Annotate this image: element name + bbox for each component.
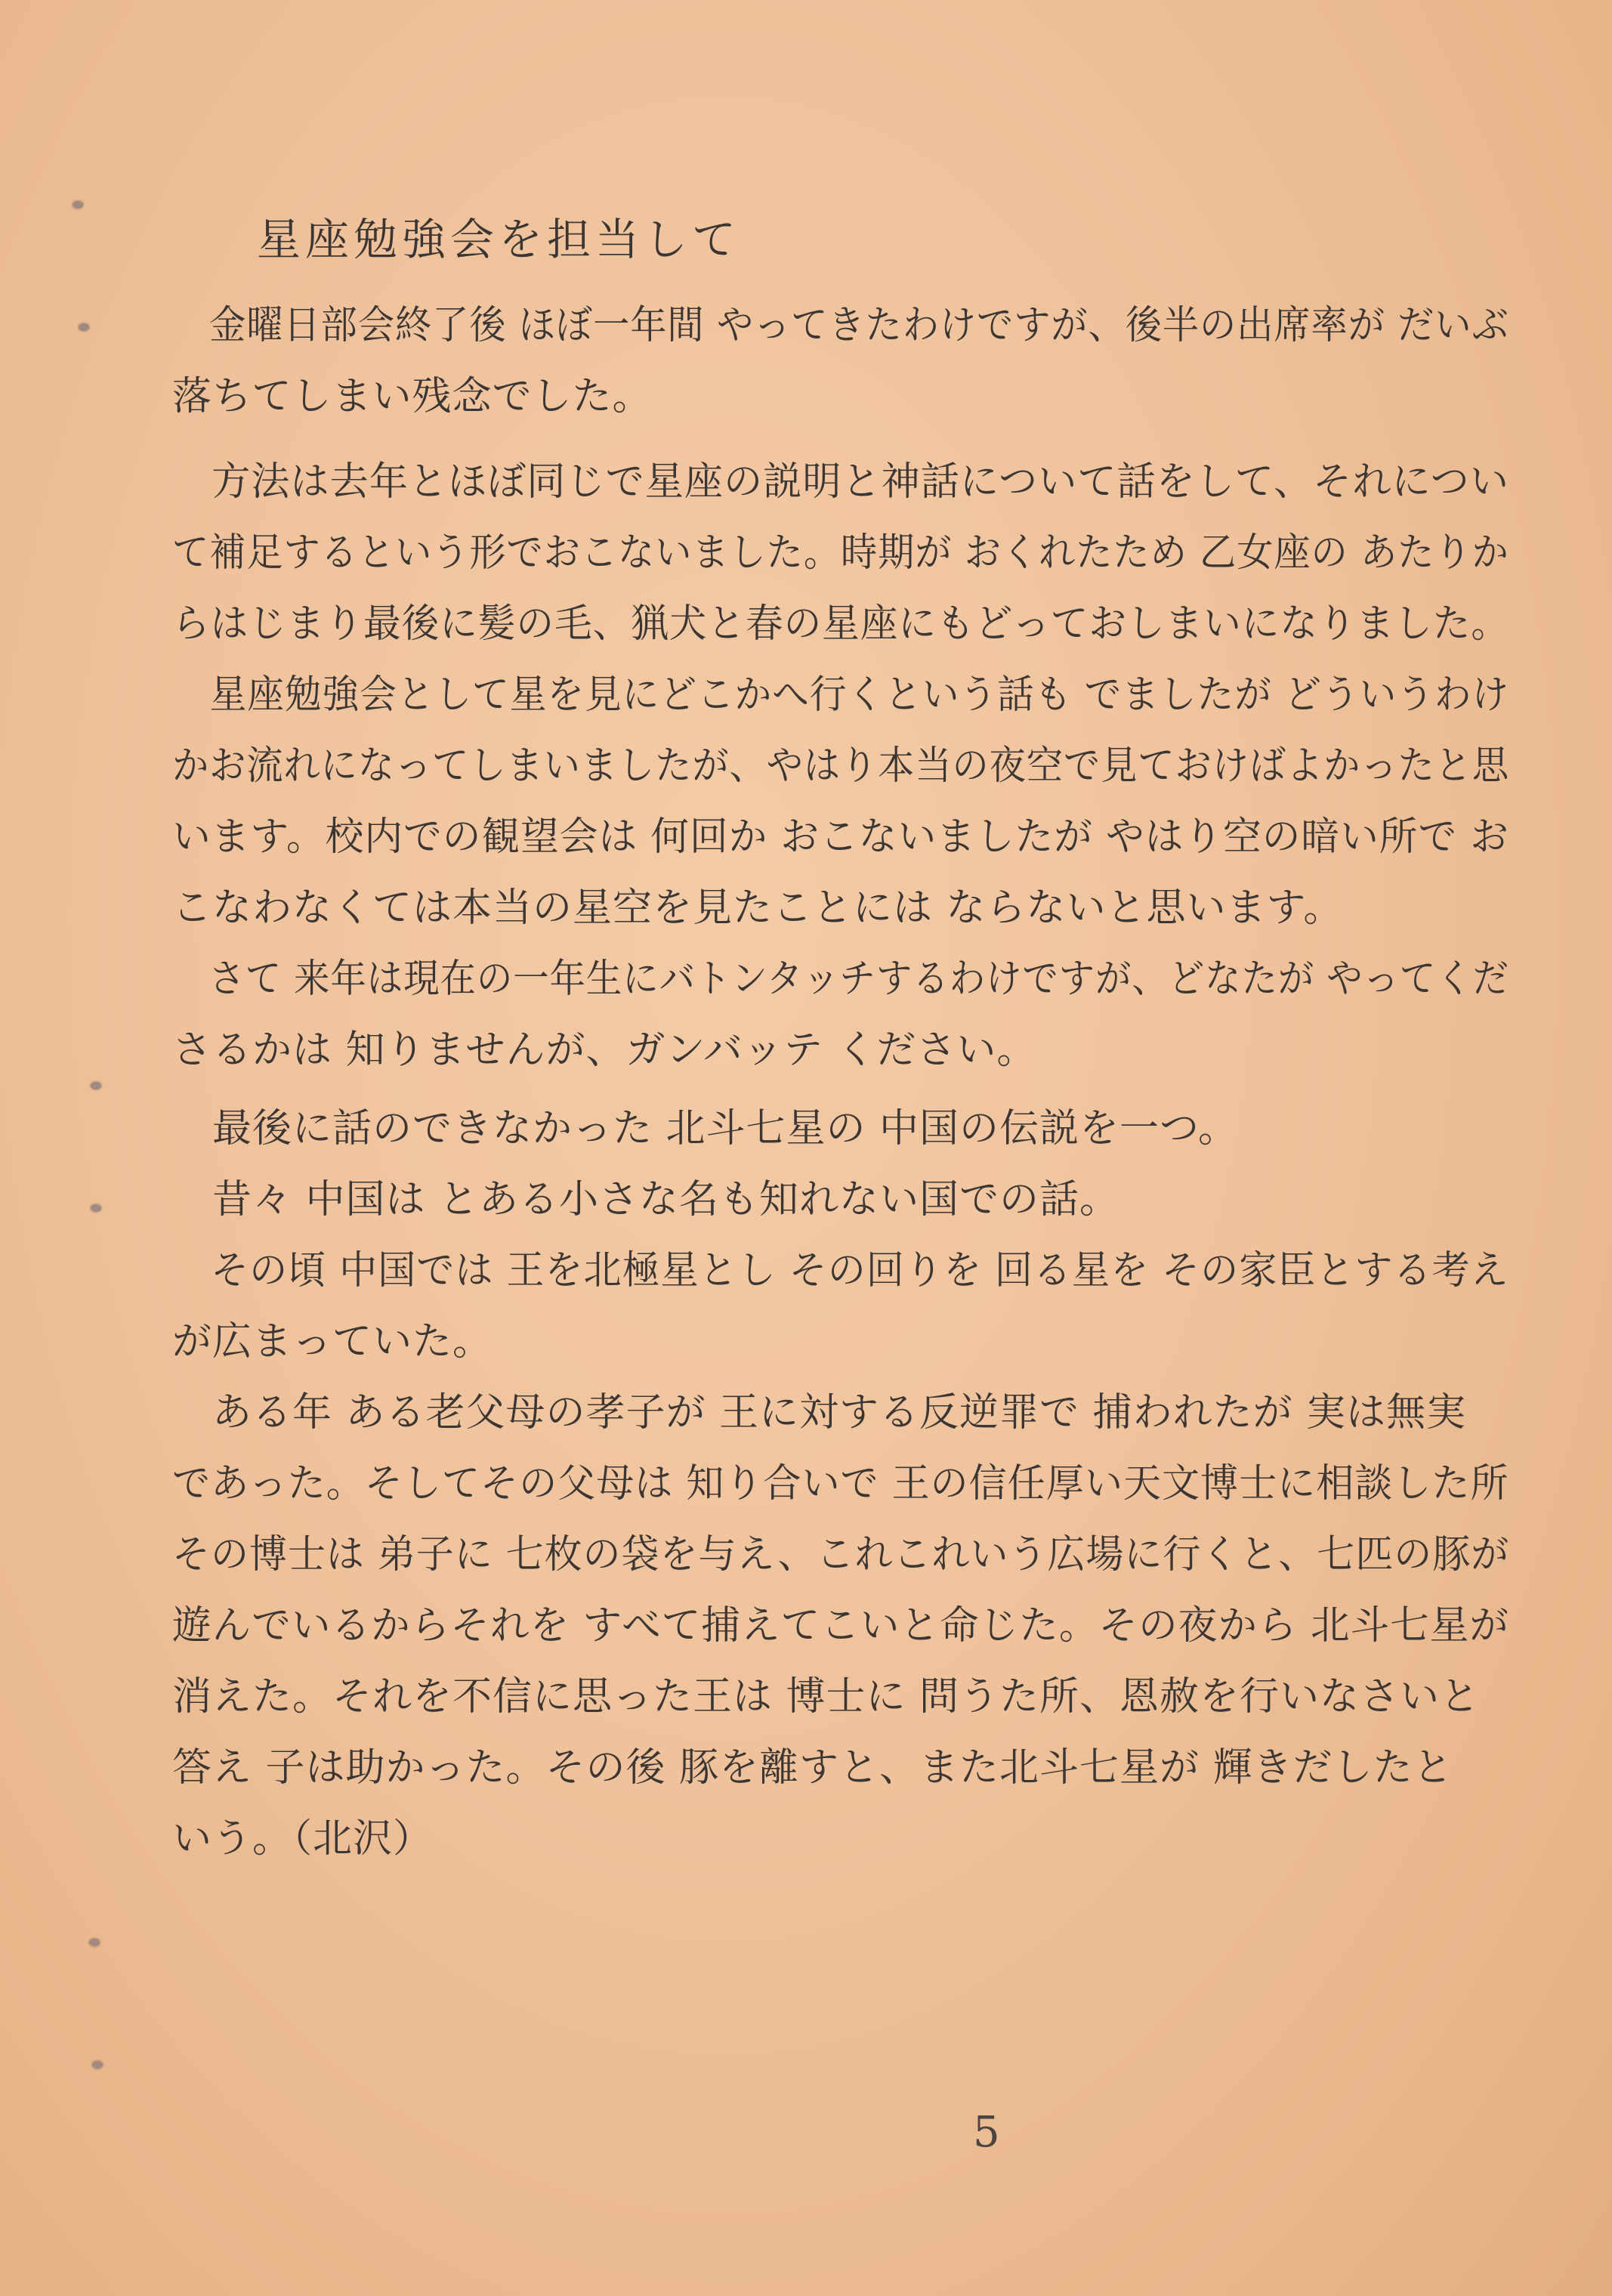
punch-hole-mark — [79, 323, 89, 331]
page-number: 5 — [973, 2108, 1000, 2157]
text-line: 遊んでいるからそれを すべて捕えてこいと命じた。その夜から 北斗七星が — [172, 1603, 1510, 1649]
text-line: て補足するという形でおこないました。時期が おくれたため 乙女座の あたりか — [172, 530, 1509, 576]
text-line: いう。（北沢） — [172, 1816, 434, 1862]
text-line: さるかは 知りませんが、ガンバッテ ください。 — [172, 1027, 1037, 1073]
text-line: 最後に話のできなかった 北斗七星の 中国の伝説を一つ。 — [172, 1106, 1238, 1151]
text-line: ある年 ある老父母の孝子が 王に対する反逆罪で 捕われたが 実は無実 — [172, 1390, 1467, 1435]
text-line: らはじまり最後に髪の毛、猟犬と春の星座にもどっておしまいになりました。 — [172, 601, 1509, 647]
punch-hole-mark — [91, 1204, 101, 1212]
text-line: 星座勉強会として星を見にどこかへ行くという話も でましたが どういうわけ — [172, 672, 1510, 718]
text-line: 答え 子は助かった。その後 豚を離すと、また北斗七星が 輝きだしたと — [172, 1745, 1453, 1791]
punch-hole-mark — [92, 2061, 103, 2069]
text-line: その頃 中国では 王を北極星とし その回りを 回る星を その家臣とする考え — [172, 1248, 1509, 1293]
text-line: その博士は 弟子に 七枚の袋を与え、これこれいう広場に行くと、七匹の豚が — [172, 1532, 1510, 1578]
punch-hole-mark — [89, 1939, 100, 1946]
text-line: さて 来年は現在の一年生にバトンタッチするわけですが、どなたが やってくだ — [172, 956, 1509, 1002]
text-line: 方法は去年とほぼ同じで星座の説明と神話について話をして、それについ — [172, 459, 1509, 505]
text-line: 昔々 中国は とある小さな名も知れない国での話。 — [172, 1177, 1120, 1222]
text-line: います。校内での観望会は 何回か おこないましたが やはり空の暗い所で お — [172, 814, 1509, 860]
punch-hole-mark — [73, 201, 83, 209]
text-line: であった。そしてその父母は 知り合いで 王の信任厚い天文博士に相談した所 — [172, 1461, 1509, 1506]
text-line: こなわなくては本当の星空を見たことには ならないと思います。 — [172, 885, 1344, 931]
punch-hole-mark — [91, 1082, 101, 1089]
body-text — [172, 293, 1509, 1865]
document-title: 星座勉強会を担当して — [257, 214, 741, 265]
text-line: が広まっていた。 — [172, 1319, 493, 1364]
text-line: 消えた。それを不信に思った王は 博士に 問うた所、恩赦を行いなさいと — [172, 1674, 1481, 1720]
text-line: 金曜日部会終了後 ほぼ一年間 やってきたわけですが、後半の出席率が だいぶ — [172, 303, 1509, 348]
text-line: 落ちてしまい残念でした。 — [172, 374, 653, 419]
text-line: かお流れになってしまいましたが、やはり本当の夜空で見ておけばよかったと思 — [172, 743, 1510, 789]
